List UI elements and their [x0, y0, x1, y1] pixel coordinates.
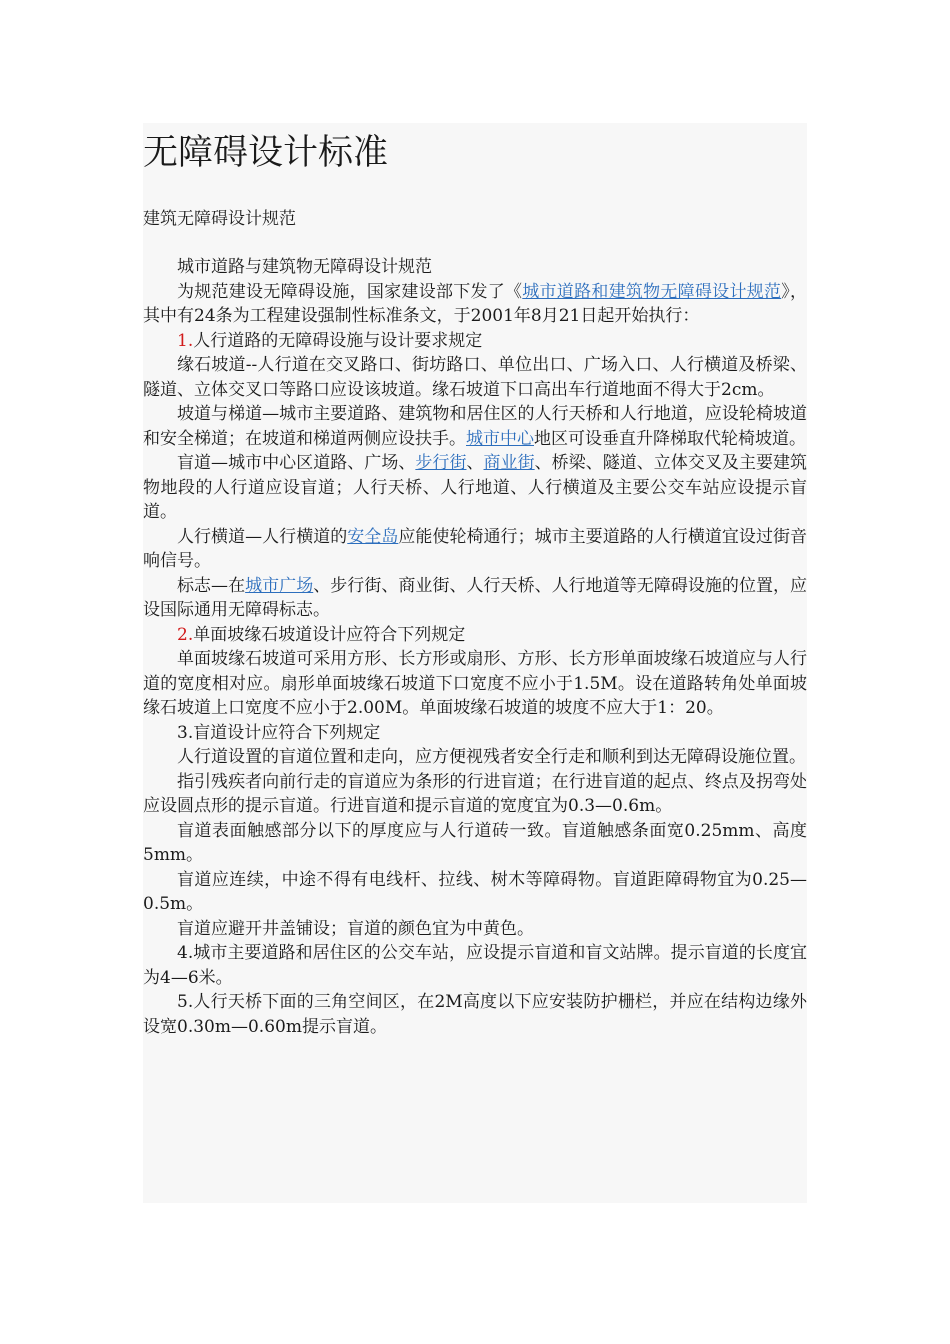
link-commercial-street[interactable]: 商业街 — [483, 453, 535, 473]
section-1-number: 1. — [177, 330, 194, 351]
document — [143, 123, 807, 1039]
section-1-title: 1.人行道路的无障碍设施与设计要求规定 — [177, 330, 483, 351]
link-safety-island[interactable]: 安全岛 — [347, 526, 399, 547]
intro-paragraph: 为规范建设无障碍设施，国家建设部下发了《城市道路和建筑物无障碍设计规范》，其中有24条为工程建设强制性标准条文，于2001年8月21日起开始执行： — [143, 281, 808, 326]
paragraph-signage: 标志—在城市广场、步行街、商业街、人行天桥、人行地道等无障碍设施的位置，应设国际通用无障碍标志。 — [143, 575, 808, 620]
subtitle: 建筑无障碍设计规范 — [143, 209, 296, 229]
paragraph-blind-5: 盲道应避开井盖铺设；盲道的颜色宜为中黄色。 — [177, 918, 534, 939]
link-regulation[interactable]: 城市道路和建筑物无障碍设计规范 — [522, 281, 782, 302]
paragraph-blind-4: 盲道应连续，中途不得有电线杆、拉线、树木等障碍物。盲道距障碍物宜为0.25—0.5m。 — [143, 869, 807, 914]
paragraph-blind-2: 指引残疾者向前行走的盲道应为条形的行进盲道；在行进盲道的起点、终点及拐弯处应设圆点形的提示盲道。行进盲道和提示盲道的宽度宜为0.3—0.6m。 — [143, 771, 807, 816]
paragraph-blind-3: 盲道表面触感部分以下的厚度应与人行道砖一致。盲道触感条面宽0.25mm、高度5mm。 — [143, 820, 807, 865]
paragraph-single-slope: 单面坡缘石坡道可采用方形、长方形或扇形、方形、长方形单面坡缘石坡道应与人行道的宽度相对应。扇形单面坡缘石坡道下口宽度不应小于1.5M。设在道路转角处单面坡缘石坡道上口宽度不应小于2.00M。单面坡缘石坡道的坡度不应大于1：20。 — [143, 649, 807, 718]
section-2-title: 2.单面坡缘石坡道设计应符合下列规定 — [177, 624, 466, 645]
link-city-square[interactable]: 城市广场 — [245, 575, 314, 596]
section-3-title: 3.盲道设计应符合下列规定 — [177, 722, 381, 743]
paragraph-curb-ramp: 缘石坡道--人行道在交叉路口、街坊路口、单位出口、广场入口、人行横道及桥梁、隧道、立体交叉口等路口应设该坡道。缘石坡道下口高出车行道地面不得大于2cm。 — [143, 355, 807, 400]
section-heading: 城市道路与建筑物无障碍设计规范 — [177, 257, 432, 277]
section-2-number: 2. — [177, 624, 194, 645]
link-city-center[interactable]: 城市中心 — [466, 428, 534, 449]
paragraph-blind-1: 人行道设置的盲道位置和走向，应方便视残者安全行走和顺利到达无障碍设施位置。 — [177, 747, 806, 767]
paragraph-blind-path: 盲道—城市中心区道路、广场、步行街、商业街、桥梁、隧道、立体交叉及主要建筑物地段的人行道应设盲道；人行天桥、人行地道、人行横道及主要公交车站应设提示盲道。 — [143, 453, 808, 522]
paragraph-ramp-stairs: 坡道与梯道—城市主要道路、建筑物和居住区的人行天桥和人行地道，应设轮椅坡道和安全梯道；在坡道和梯道两侧应设扶手。城市中心地区可设垂直升降梯取代轮椅坡道。 — [143, 404, 807, 449]
page-title: 无障碍设计标准 — [143, 133, 389, 173]
article-body — [143, 255, 807, 1039]
section-5: 5.人行天桥下面的三角空间区，在2M高度以下应安装防护栅栏，并应在结构边缘外设宽0.30m—0.60m提示盲道。 — [143, 992, 807, 1037]
link-pedestrian-street[interactable]: 步行街 — [415, 453, 467, 473]
paragraph-crosswalk: 人行横道—人行横道的安全岛应能使轮椅通行；城市主要道路的人行横道宜设过街音响信号。 — [143, 526, 808, 571]
section-4: 4.城市主要道路和居住区的公交车站，应设提示盲道和盲文站牌。提示盲道的长度宜为4—6米。 — [143, 943, 807, 988]
